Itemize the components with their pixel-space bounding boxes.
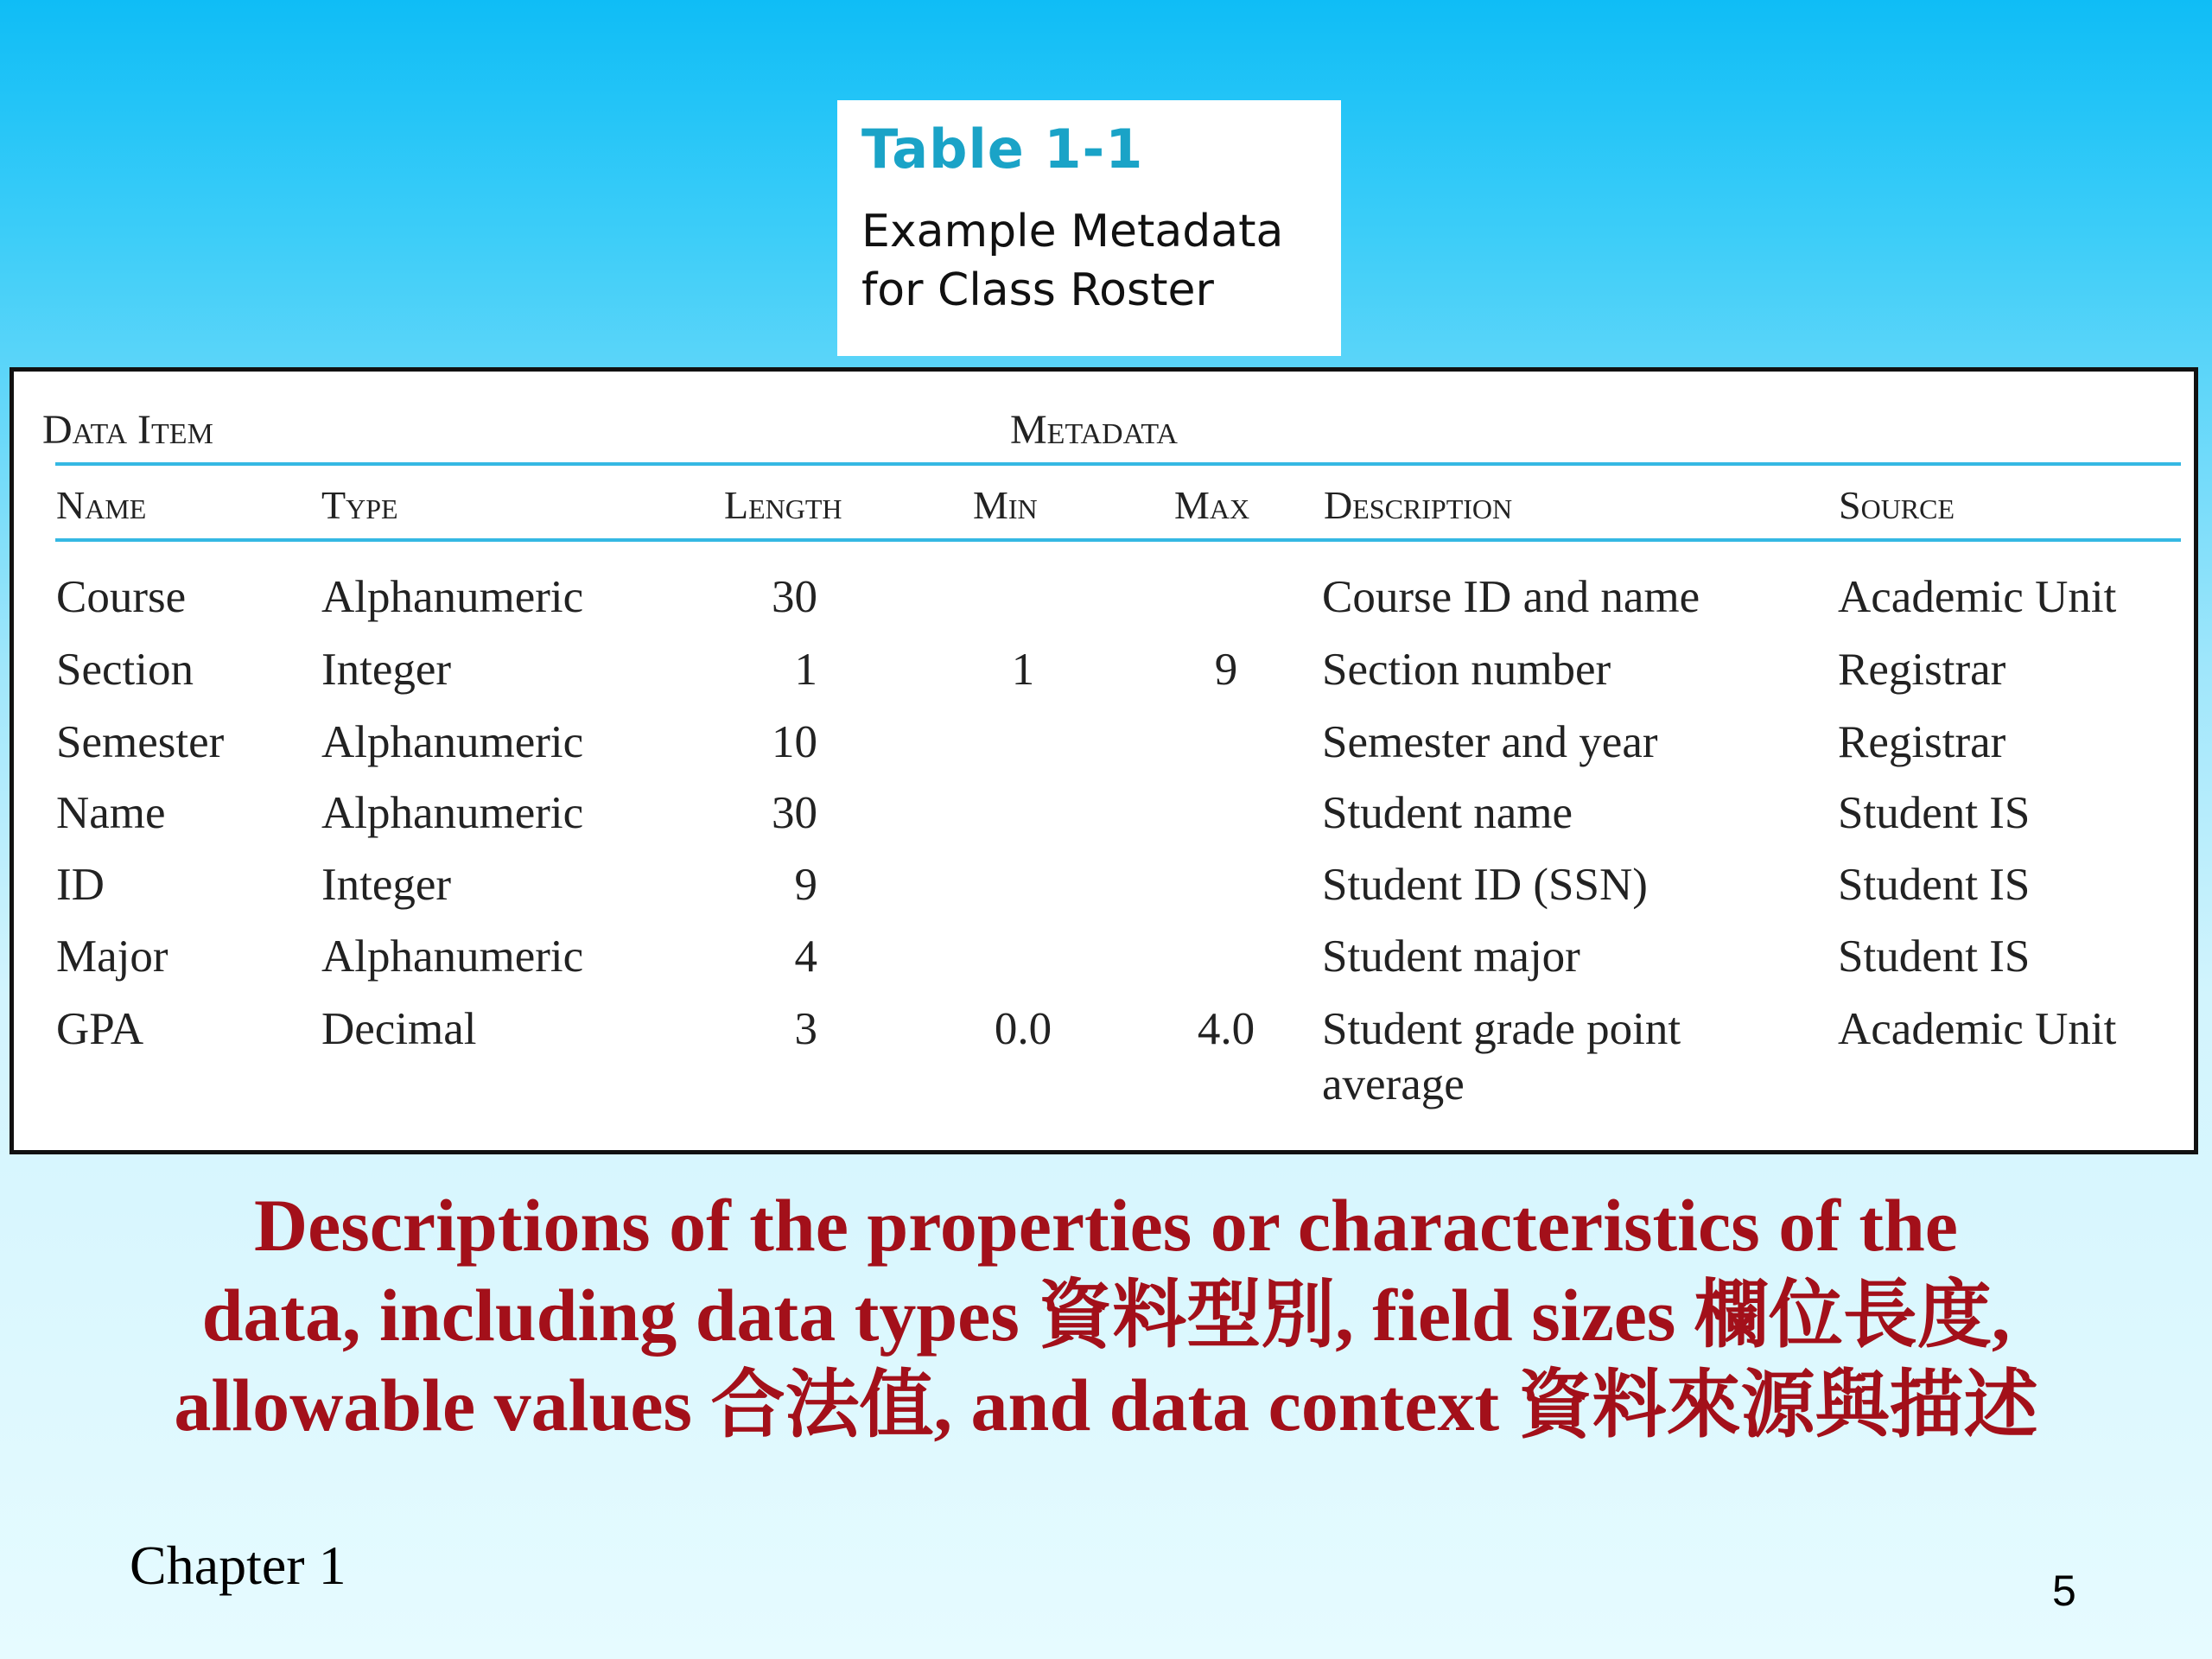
chapter-footer: Chapter 1 (130, 1535, 346, 1596)
cell-type: Decimal (321, 1004, 477, 1054)
cell-source: Registrar (1838, 645, 2006, 695)
cell-type: Alphanumeric (321, 572, 584, 622)
cell-name: GPA (56, 1004, 144, 1054)
table-row (14, 929, 2194, 1001)
table-row (14, 642, 2194, 715)
cell-name: Semester (56, 717, 225, 767)
table-row (14, 569, 2194, 642)
cell-description: Course ID and name (1322, 572, 1700, 622)
cell-description: Student major (1322, 931, 1580, 982)
cell-max: 4.0 (1197, 1004, 1255, 1054)
table-title-line-1: Example Metadata (861, 206, 1284, 257)
cell-source: Student IS (1838, 788, 2031, 838)
column-header-description: Description (1324, 483, 1513, 527)
slide-note (0, 1180, 2212, 1450)
header-rule-top (55, 462, 2181, 466)
cell-length: 4 (794, 931, 817, 982)
column-header-max: Max (1174, 483, 1250, 527)
cell-type: Integer (321, 645, 452, 695)
column-header-min: Min (973, 483, 1038, 527)
cell-description: Student ID (SSN) (1322, 860, 1648, 910)
cell-max: 9 (1214, 645, 1238, 695)
cell-description: Semester and year (1322, 717, 1658, 767)
note-line-2: data, including data types 資料型別, field sizes 欄位長度, (201, 1274, 2011, 1357)
table-title-line-2: for Class Roster (861, 264, 1214, 316)
cell-name: Course (56, 572, 187, 622)
metadata-table (10, 367, 2198, 1154)
cell-length: 1 (794, 645, 817, 695)
column-header-length: Length (724, 483, 842, 527)
table-title (861, 202, 1283, 320)
cell-description: Section number (1322, 645, 1611, 695)
header-rule-bottom (55, 538, 2181, 542)
cell-description: Student name (1322, 788, 1573, 838)
cell-type: Integer (321, 860, 452, 910)
cell-min: 1 (1011, 645, 1035, 695)
cell-name: Major (56, 931, 168, 982)
cell-type: Alphanumeric (321, 717, 584, 767)
cell-length: 30 (772, 572, 817, 622)
cell-name: ID (56, 860, 105, 910)
table-row (14, 857, 2194, 930)
cell-name: Section (56, 645, 194, 695)
cell-length: 30 (772, 788, 817, 838)
table-caption (837, 100, 1341, 356)
cell-description: Student grade point average (1322, 1004, 1681, 1109)
table-row (14, 715, 2194, 787)
table-row (14, 1001, 2194, 1122)
group-header-metadata: Metadata (1010, 407, 1178, 453)
cell-type: Alphanumeric (321, 931, 584, 982)
column-header-type: Type (321, 483, 398, 527)
group-header-data-item: Data Item (42, 407, 213, 453)
table-row (14, 785, 2194, 858)
page-number: 5 (2052, 1567, 2076, 1615)
column-header-source: Source (1839, 483, 1955, 527)
column-header-name: Name (56, 483, 147, 527)
cell-source: Academic Unit (1838, 572, 2117, 622)
cell-source: Student IS (1838, 860, 2031, 910)
note-line-3: allowable values 合法值, and data context 資料來源與描述 (174, 1363, 2038, 1446)
cell-length: 10 (772, 717, 817, 767)
cell-source: Registrar (1838, 717, 2006, 767)
cell-source: Student IS (1838, 931, 2031, 982)
cell-name: Name (56, 788, 166, 838)
cell-source: Academic Unit (1838, 1004, 2117, 1054)
cell-length: 3 (794, 1004, 817, 1054)
cell-length: 9 (794, 860, 817, 910)
cell-min: 0.0 (994, 1004, 1052, 1054)
cell-type: Alphanumeric (321, 788, 584, 838)
note-line-1: Descriptions of the properties or characteristics of the (254, 1184, 1958, 1267)
table-number: Table 1-1 (861, 118, 1144, 181)
